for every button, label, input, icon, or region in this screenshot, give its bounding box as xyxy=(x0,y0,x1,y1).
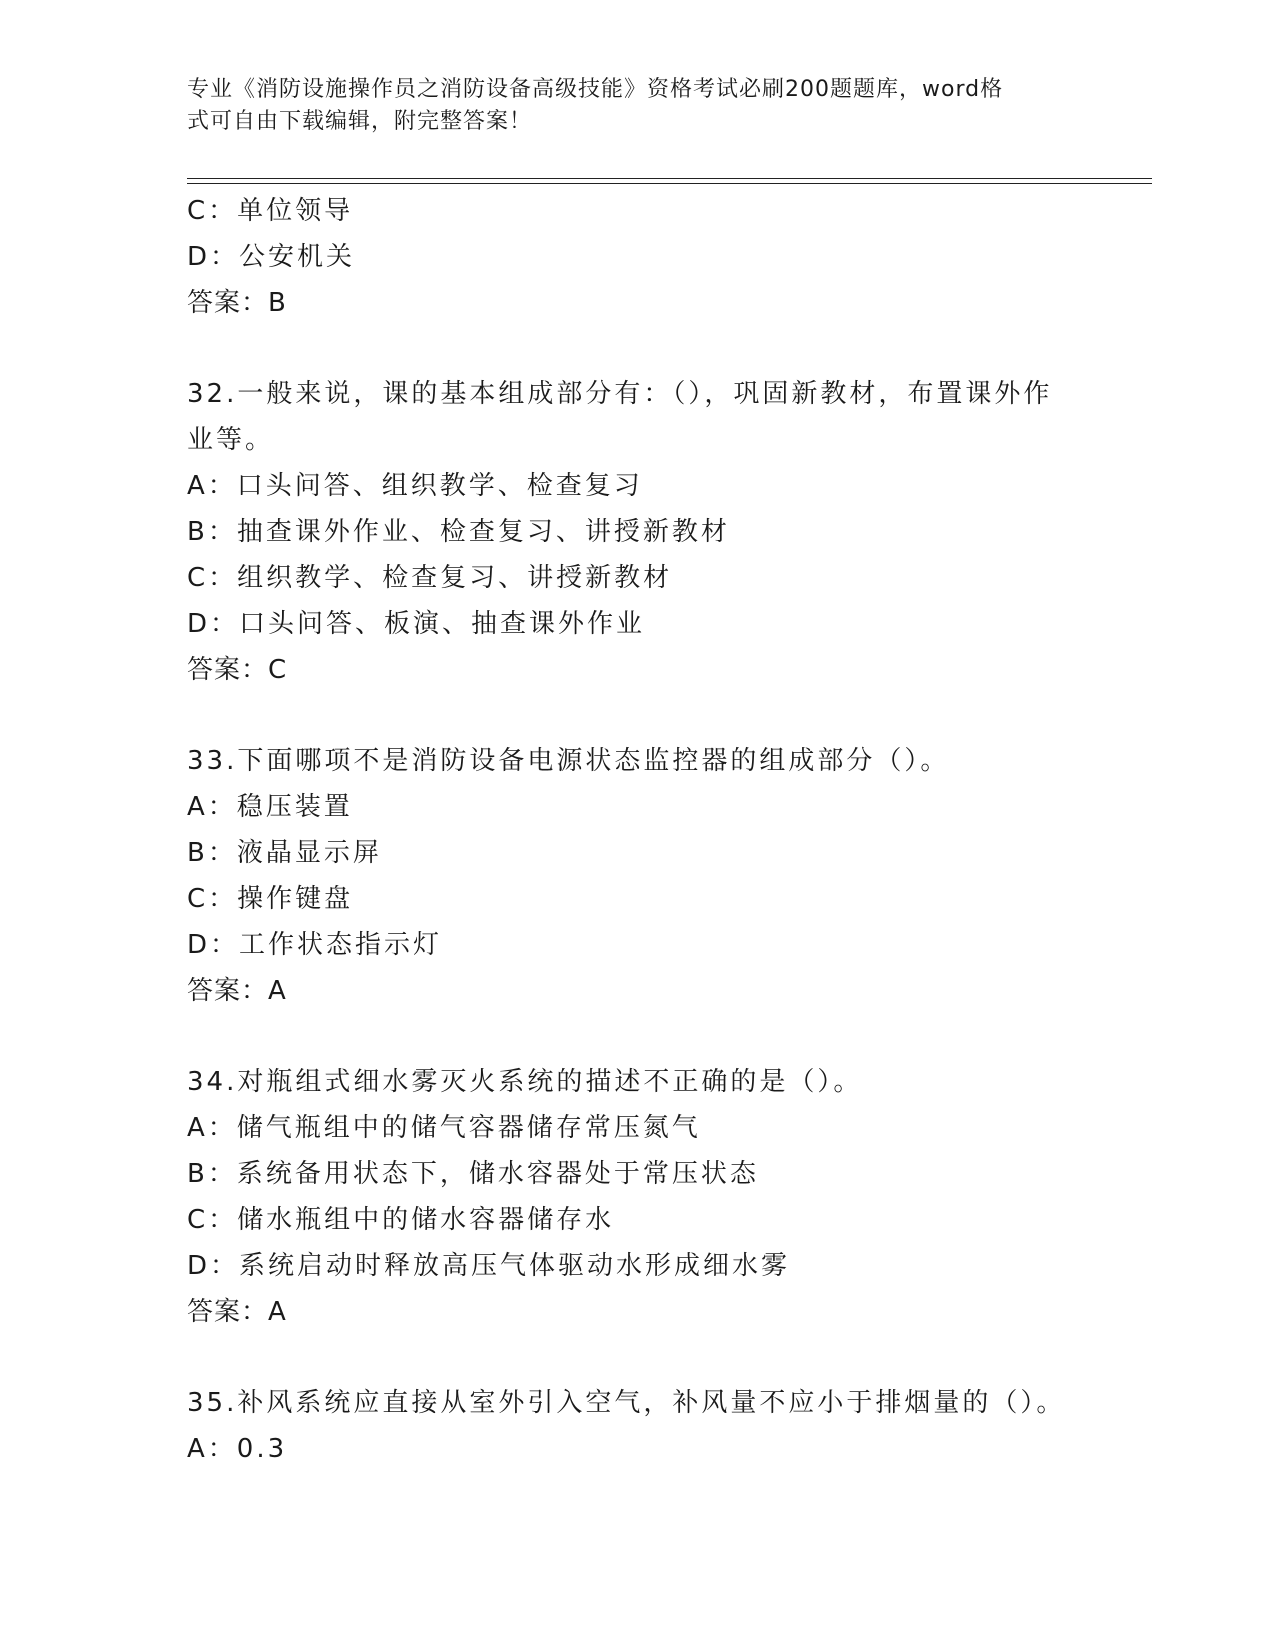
option-d: D：工作状态指示灯 xyxy=(187,930,443,960)
option-c: C：单位领导 xyxy=(187,196,354,226)
option-a: A：口头问答、组织教学、检查复习 xyxy=(187,471,643,501)
option-c: C：储水瓶组中的储水容器储存水 xyxy=(187,1205,615,1235)
option-c: C：组织教学、检查复习、讲授新教材 xyxy=(187,563,673,593)
header-divider-top xyxy=(187,178,1152,179)
answer-line: 答案：B xyxy=(187,288,287,318)
option-b: B：液晶显示屏 xyxy=(187,838,382,868)
question-list xyxy=(187,188,1087,1472)
question-stem: 33.下面哪项不是消防设备电源状态监控器的组成部分（）。 xyxy=(187,746,950,776)
question-stem: 34.对瓶组式细水雾灭火系统的描述不正确的是（）。 xyxy=(187,1067,863,1097)
option-a: A：储气瓶组中的储气容器储存常压氮气 xyxy=(187,1113,701,1143)
question-stem: 35.补风系统应直接从室外引入空气，补风量不应小于排烟量的（）。 xyxy=(187,1388,1066,1418)
previous-question xyxy=(187,188,1087,326)
option-b: B：系统备用状态下，储水容器处于常压状态 xyxy=(187,1159,759,1189)
question-stem: 32.一般来说，课的基本组成部分有：（），巩固新教材，布置课外作 xyxy=(187,379,1053,409)
question-35 xyxy=(187,1380,1087,1472)
question-33 xyxy=(187,738,1087,1014)
header-line-2: 式可自由下载编辑，附完整答案！ xyxy=(187,109,533,134)
option-a: A：0.3 xyxy=(187,1434,288,1464)
option-d: D：公安机关 xyxy=(187,242,356,272)
option-d: D：系统启动时释放高压气体驱动水形成细水雾 xyxy=(187,1251,791,1281)
document-header xyxy=(187,74,1067,138)
header-line-1: 专业《消防设施操作员之消防设备高级技能》资格考试必刷200题题库，word格 xyxy=(187,77,1004,102)
option-b: B：抽查课外作业、检查复习、讲授新教材 xyxy=(187,517,730,547)
header-divider-bottom xyxy=(187,183,1152,184)
answer-line: 答案：A xyxy=(187,976,287,1006)
answer-line: 答案：C xyxy=(187,655,288,685)
question-34 xyxy=(187,1059,1087,1335)
option-d: D：口头问答、板演、抽查课外作业 xyxy=(187,609,646,639)
option-c: C：操作键盘 xyxy=(187,884,354,914)
question-32 xyxy=(187,371,1087,693)
answer-line: 答案：A xyxy=(187,1297,287,1327)
option-a: A：稳压装置 xyxy=(187,792,353,822)
question-stem-continued: 业等。 xyxy=(187,425,275,455)
